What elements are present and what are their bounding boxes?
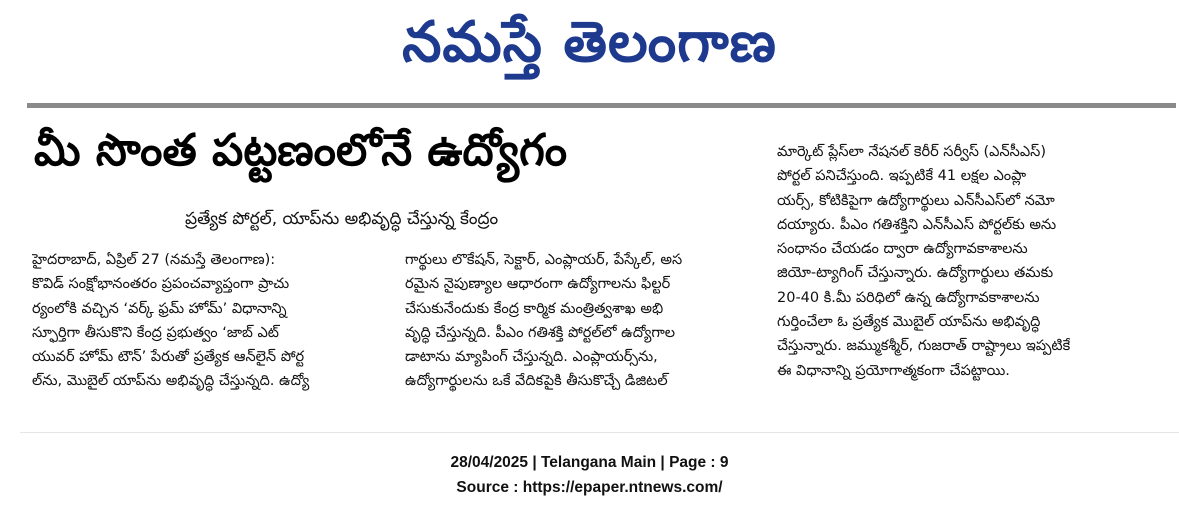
column-line: హైదరాబాద్, ఏప్రిల్ 27 (నమస్తే తెలంగాణ): [32,252,276,268]
column-line: యర్స్, కోటికిపైగా ఉద్యోగార్థులు ఎన్‌సీఎస్‌లో నమో [777,192,1055,209]
article-column-1 [32,248,384,394]
column-line: కొవిడ్ సంక్షోభానంతరం ప్రపంచవ్యాప్తంగా ప్రాచు [32,276,290,293]
column-line: రమైన నైపుణ్యాల ఆధారంగా ఉద్యోగాలను ఫిల్టర్ [405,276,671,293]
column-line: మార్కెట్ ప్లేస్‌లా నేషనల్ కెరీర్ సర్వీస్ (ఎన్‌సీఎస్) [777,144,1046,160]
column-line: గార్థులు లొకేషన్, సెక్టార్, ఎంప్లాయర్, పేస్కేల్, అస [405,252,683,268]
column-line: ల్‌ను, మొబైల్ యాప్‌ను అభివృద్ధి చేస్తున్నది. ఉద్యో [32,373,310,390]
column-line: స్ఫూర్తిగా తీసుకొని కేంద్ర ప్రభుత్వం ‘జాబ్ ఎట్ [32,324,279,341]
clipping-footer [0,450,1179,500]
source-link[interactable]: Source : https://epaper.ntnews.com/ [456,479,723,496]
column-line: ర్యంలోకి వచ్చిన ‘వర్క్ ఫ్రమ్ హోమ్’ విధానాన్ని [32,300,287,317]
edition-info: 28/04/2025 | Telangana Main | Page : 9 [450,454,729,471]
column-line: దయ్యారు. పీఎం గతిశక్తిని ఎన్‌సీఎస్ పోర్టల్‌కు అను [777,216,1057,233]
article-clipping [20,108,1179,433]
column-line: ఉద్యోగార్థులను ఒకే వేదికపైకి తీసుకొచ్చే డిజిటల్ [405,373,668,390]
column-line: 20-40 కి.మీ పరిధిలో ఉన్న ఉద్యోగావకాశాలను [777,289,1040,306]
column-line: జియో-ట్యాగింగ్ చేస్తున్నారు. ఉద్యోగార్థులు తమకు [777,265,1054,282]
article-column-2 [405,248,757,394]
masthead [0,0,1179,92]
article-headline: మీ సొంత పట్టణంలోనే ఉద్యోగం [34,125,568,176]
article-subheadline: ప్రత్యేక పోర్టల్, యాప్‌ను అభివృద్ధి చేస్తున్న కేంద్రం [185,209,499,229]
column-line: పోర్టల్ పనిచేస్తుంది. ఇప్పటికే 41 లక్షల ఎంప్లా [777,168,1027,185]
column-line: డాటాను మ్యాపింగ్ చేస్తున్నది. ఎంప్లాయర్స్‌ను, [405,349,658,366]
column-line: ఈ విధానాన్ని ప్రయోగాత్మకంగా చేపట్టాయి. [777,362,1010,379]
column-line: వృద్ధి చేస్తున్నది. పీఎం గతిశక్తి పోర్టల్‌లో ఉద్యోగాల [405,324,675,341]
column-line: యువర్ హోమ్ టౌన్’ పేరుతో ప్రత్యేక ఆన్‌లైన్ పోర్ట [32,349,305,366]
article-column-3 [777,140,1157,383]
column-line: గుర్తించేలా ఓ ప్రత్యేక మొబైల్ యాప్‌ను అభివృద్ధి [777,314,1041,331]
column-line: చేస్తున్నారు. జమ్ముకశ్మీర్, గుజరాత్ రాష్ట్రాలు ఇప్పటికే [777,338,1071,355]
column-line: సంధానం చేయడం ద్వారా ఉద్యోగావకాశాలను [777,241,1028,258]
newspaper-logo: నమస్తే తెలంగాణ [402,10,777,75]
column-line: చేసుకునేందుకు కేంద్ర కార్మిక మంత్రిత్వశాఖ అభి [405,300,664,317]
